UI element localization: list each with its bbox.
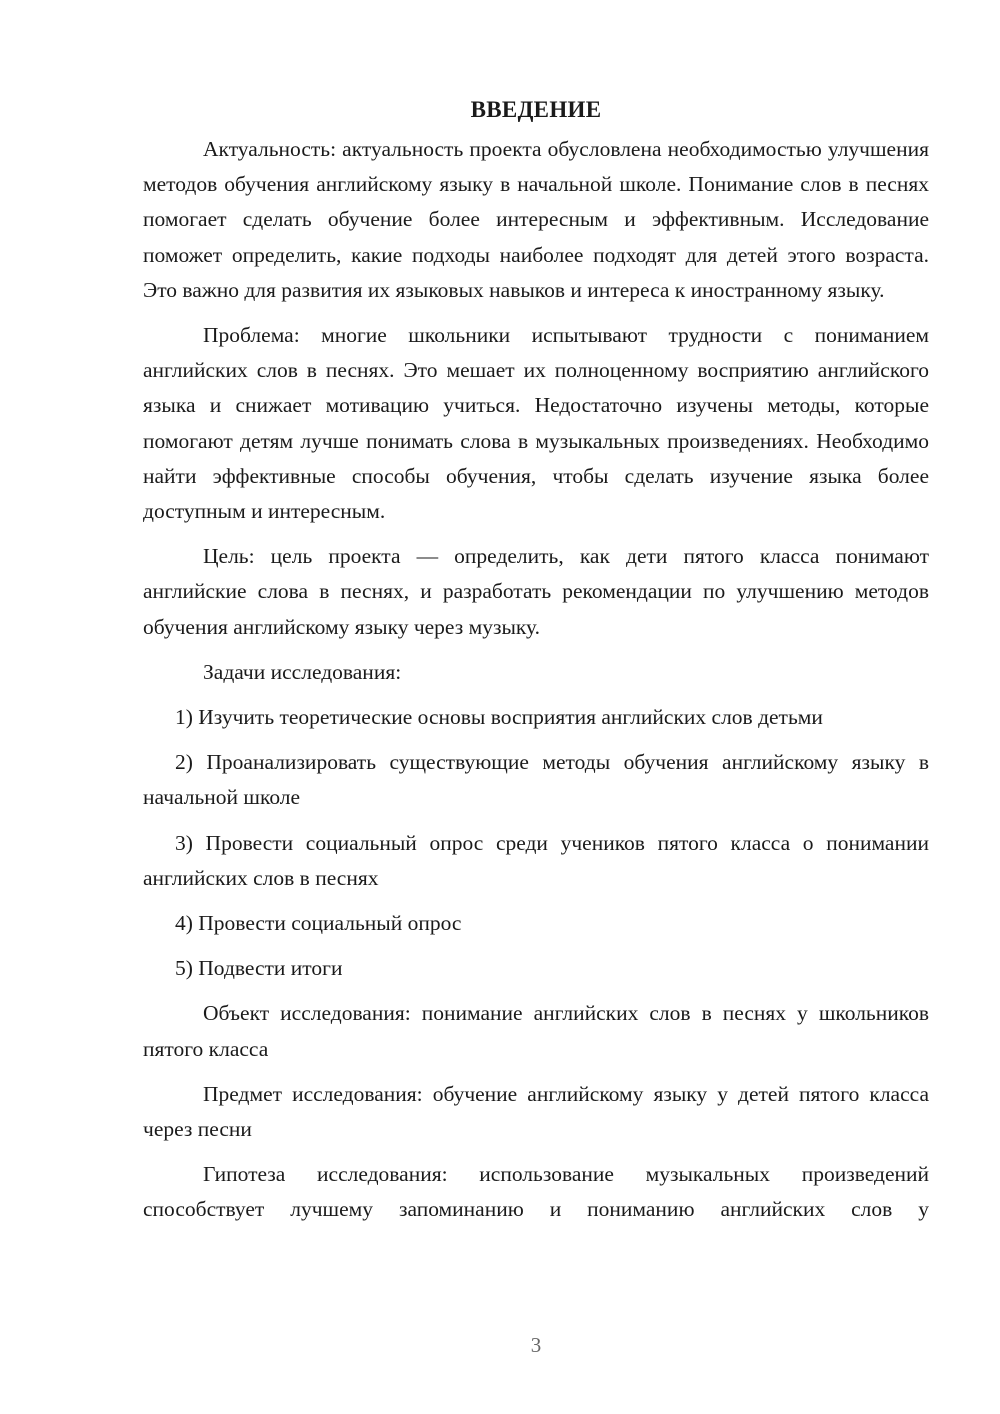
tasks-heading: Задачи исследования: — [203, 659, 402, 684]
relevance-paragraph: Актуальность: актуальность проекта обусловлена необходимостью улучшения методов обучения английскому языку в начальной школе. Понимание слов в песнях помогает сделать обучение более интересным и эффективным. Исследование поможет определить, какие подходы наиболее подходят для детей этого возраста. Это важно для развития их языковых навыков и интереса к иностранному языку. — [143, 137, 929, 302]
object-paragraph: Объект исследования: понимание английских слов в песнях у школьников пятого класса — [143, 1001, 929, 1061]
goal-paragraph: Цель: цель проекта — определить, как дети пятого класса понимают английские слова в песнях, и разработать рекомендации по улучшению методов обучения английскому языку через музыку. — [143, 544, 929, 639]
page-number: 3 — [530, 1333, 542, 1357]
task-item-2: 2) Проанализировать существующие методы обучения английскому языку в начальной школе — [143, 750, 929, 810]
document-page — [143, 92, 929, 1238]
task-item-5: 5) Подвести итоги — [175, 956, 343, 981]
problem-paragraph: Проблема: многие школьники испытывают трудности с пониманием английских слов в песнях. Это мешает их полноценному восприятию английского языка и снижает мотивацию учиться. Недостаточно изучены методы, которые помогают детям лучше понимать слова в музыкальных произведениях. Необходимо найти эффективные способы обучения, чтобы сделать изучение языка более доступным и интересным. — [143, 323, 929, 524]
task-item-3: 3) Провести социальный опрос среди учеников пятого класса о понимании английских слов в песнях — [143, 830, 929, 890]
task-item-4: 4) Провести социальный опрос — [175, 911, 462, 936]
page-title: ВВЕДЕНИЕ — [470, 97, 602, 122]
task-item-1: 1) Изучить теоретические основы восприятия английских слов детьми — [175, 705, 823, 730]
subject-paragraph: Предмет исследования: обучение английскому языку у детей пятого класса через песни — [143, 1081, 929, 1142]
hypothesis-paragraph: Гипотеза исследования: использование музыкальных произведений способствует лучшему запоминанию и пониманию английских слов у — [143, 1162, 929, 1222]
